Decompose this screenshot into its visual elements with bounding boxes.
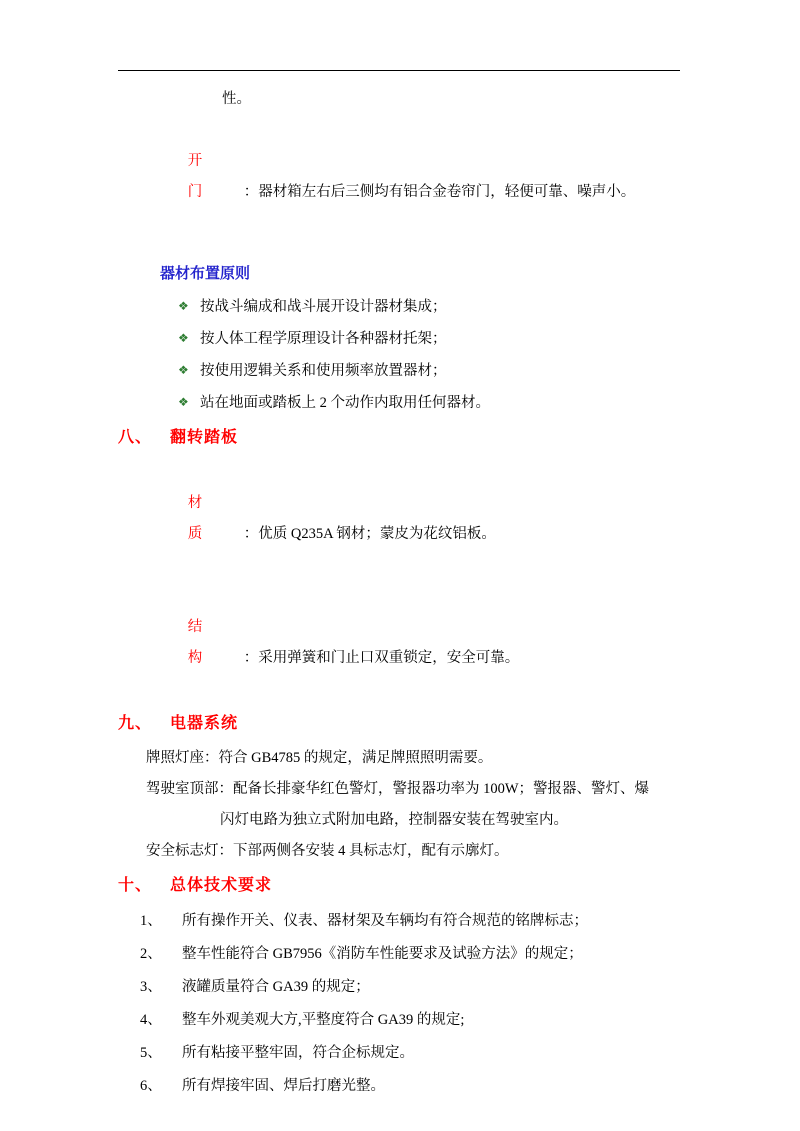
requirement-text: 所有操作开关、仪表、器材架及车辆均有符合规范的铭牌标志；: [182, 913, 588, 929]
requirement-item: [140, 938, 800, 971]
structure-label: [187, 612, 264, 674]
requirement-text: 所有粘接平整牢固，符合企标规定。: [182, 1045, 414, 1061]
requirement-index: 5、: [140, 1045, 162, 1061]
section-heading-9: [118, 705, 800, 743]
requirement-index: 3、: [140, 979, 162, 995]
door-label: [187, 146, 264, 208]
section-title-9: 电器系统: [170, 715, 239, 732]
section-heading-10: [118, 867, 800, 905]
cab-top-line-2: 闪灯电路为独立式附加电路，控制器安装在驾驶室内。: [220, 812, 568, 828]
door-text: ：器材箱左右后三侧均有铝合金卷帘门，轻便可靠、噪声小。: [243, 184, 636, 200]
material-spec-line: [166, 457, 800, 581]
requirement-item: [140, 1004, 800, 1037]
material-label-text: 材 质: [187, 495, 264, 542]
list-item: [178, 291, 800, 323]
header-rule: [118, 70, 680, 71]
section-title-10: 总体技术要求: [170, 877, 273, 894]
requirement-index: 2、: [140, 946, 162, 962]
section-number-10: 十、: [118, 877, 153, 894]
cab-top-paragraph: [146, 774, 706, 836]
requirement-item: [140, 971, 800, 1004]
requirement-text: 整车外观美观大方,平整度符合 GA39 的规定;: [182, 1012, 465, 1028]
list-item-label: 按人体工程学原理设计各种器材托架；: [200, 331, 447, 347]
list-item-label: 按战斗编成和战斗展开设计器材集成；: [200, 299, 447, 315]
cab-top-line-1: 驾驶室顶部：配备长排豪华红色警灯，警报器功率为 100W；警报器、警灯、爆: [146, 781, 650, 797]
section-heading-8: [118, 419, 800, 457]
diamond-bullet-icon: ❖: [178, 363, 189, 377]
requirement-item: [140, 1070, 800, 1103]
plate-light-line: 牌照灯座：符合 GB4785 的规定，满足牌照照明需要。: [146, 750, 493, 766]
requirement-index: 4、: [140, 1012, 162, 1028]
equipment-layout-heading: 器材布置原则: [160, 266, 251, 282]
diamond-bullet-icon: ❖: [178, 299, 189, 313]
structure-label-text: 结 构: [187, 619, 264, 666]
requirement-text: 所有焊接牢固、焊后打磨光整。: [182, 1078, 385, 1094]
material-label: [187, 488, 264, 550]
diamond-bullet-icon: ❖: [178, 395, 189, 409]
requirement-index: 6、: [140, 1078, 162, 1094]
list-item: [178, 355, 800, 387]
list-item: [178, 387, 800, 419]
spacer: [0, 239, 800, 257]
requirement-index: 1、: [140, 913, 162, 929]
list-item: [178, 323, 800, 355]
requirement-item: [140, 905, 800, 938]
list-item-label: 站在地面或踏板上 2 个动作内取用任何器材。: [200, 395, 490, 411]
section-number-8: 八、: [118, 429, 153, 446]
material-text: ：优质 Q235A 钢材；蒙皮为花纹铝板。: [243, 526, 496, 542]
paragraph-fragment: 性。: [222, 91, 251, 107]
requirement-text: 液罐质量符合 GA39 的规定；: [182, 979, 370, 995]
section-number-9: 九、: [118, 715, 153, 732]
document-content: [0, 84, 800, 1103]
structure-text: ：采用弹簧和门止口双重锁定，安全可靠。: [243, 650, 520, 666]
section-title-8: 翻转踏板: [170, 429, 239, 446]
list-item-label: 按使用逻辑关系和使用频率放置器材；: [200, 363, 447, 379]
safety-light-line: 安全标志灯：下部两侧各安装 4 具标志灯，配有示廓灯。: [146, 843, 509, 859]
requirement-item: [140, 1037, 800, 1070]
diamond-bullet-icon: ❖: [178, 331, 189, 345]
door-label-text: 开 门: [187, 153, 264, 200]
door-spec-line: [166, 115, 800, 239]
requirement-text: 整车性能符合 GB7956《消防车性能要求及试验方法》的规定；: [182, 946, 583, 962]
structure-spec-line: [166, 581, 800, 705]
